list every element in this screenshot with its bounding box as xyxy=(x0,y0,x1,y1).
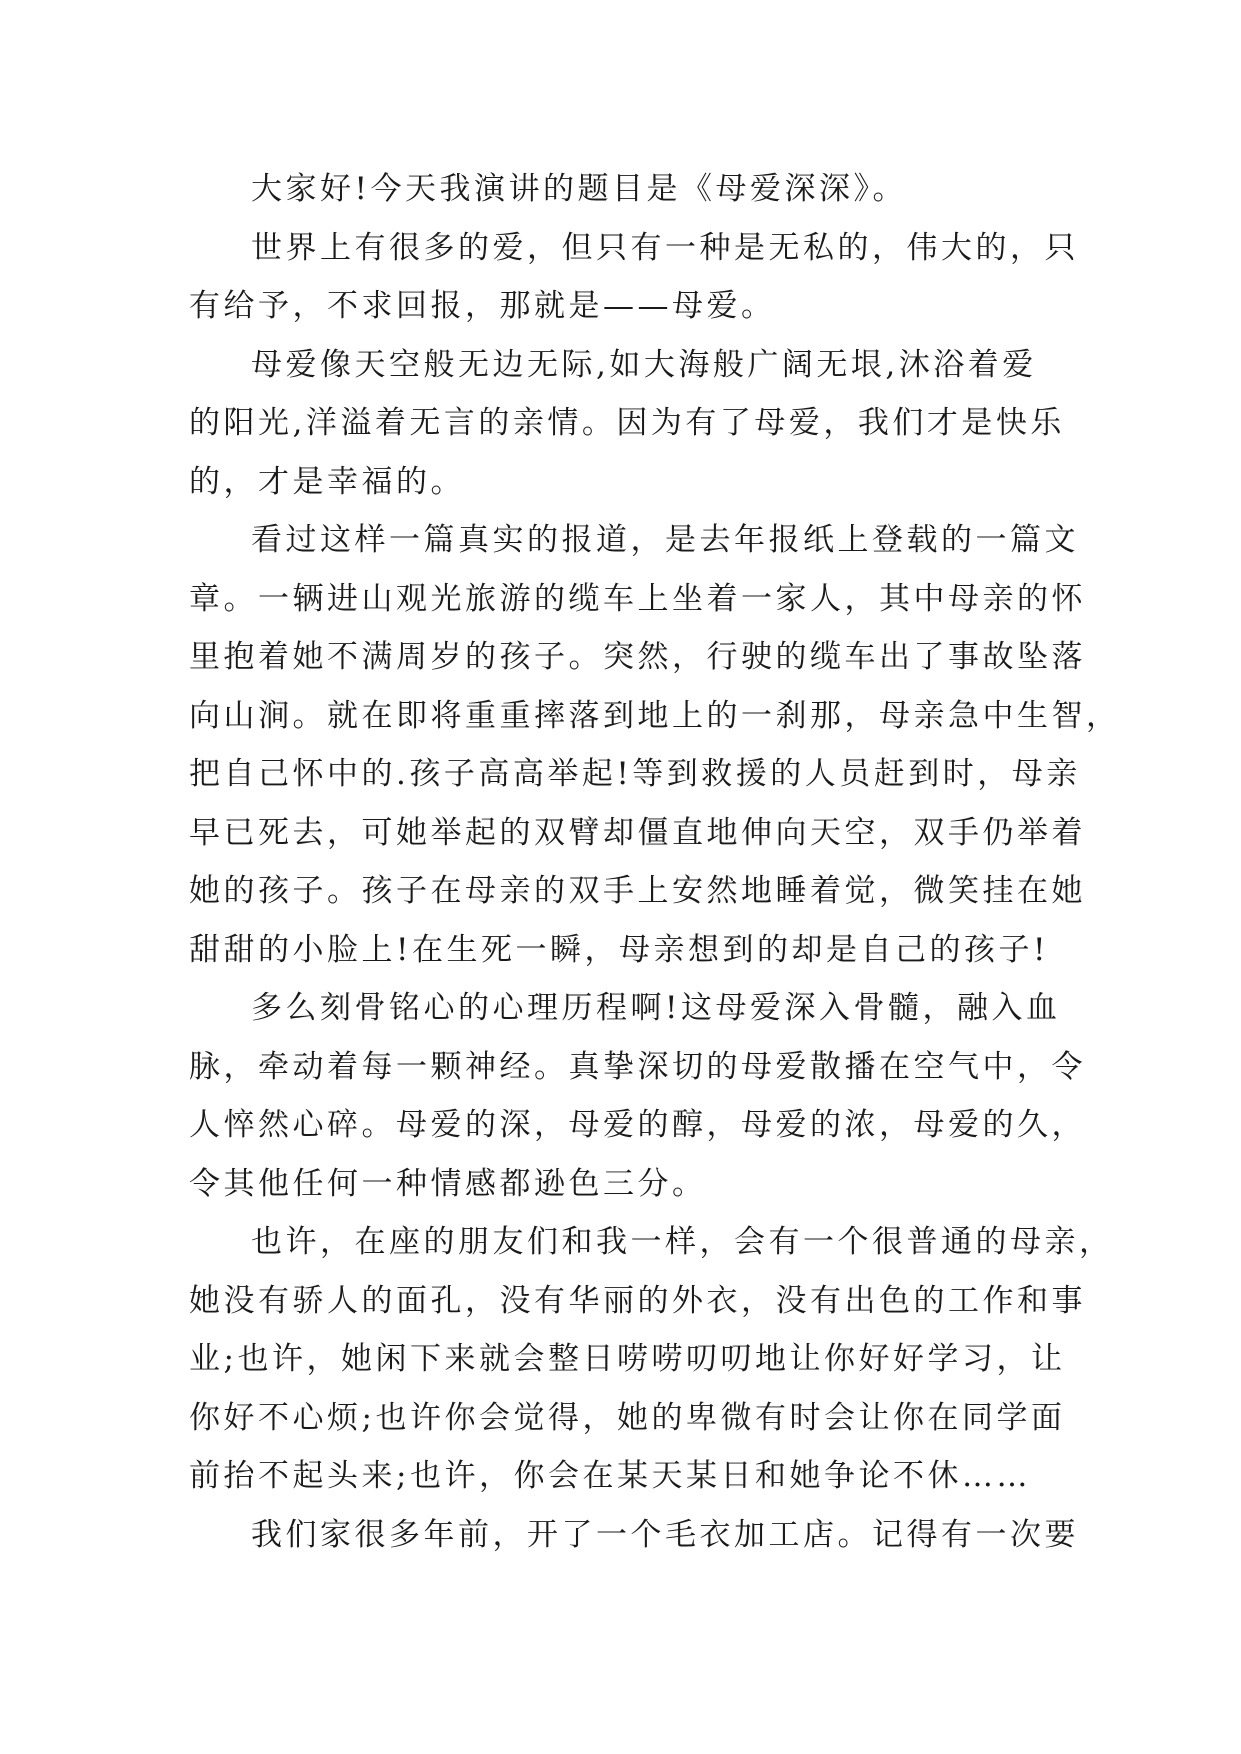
text-line: 的，才是幸福的。 xyxy=(189,463,465,500)
text-line: 里抱着她不满周岁的孩子。突然，行驶的缆车出了事故坠落 xyxy=(189,639,1086,675)
text-line: 世界上有很多的爱，但只有一种是无私的，伟大的，只 xyxy=(251,229,1079,266)
text-line: 你好不心烦;也许你会觉得，她的卑微有时会让你在同学面 xyxy=(189,1399,1066,1436)
text-line: 的阳光,洋溢着无言的亲情。因为有了母爱，我们才是快乐 xyxy=(189,405,1065,441)
text-line: 看过这样一篇真实的报道，是去年报纸上登载的一篇文 xyxy=(251,522,1079,558)
text-line: 把自己怀中的.孩子高高举起!等到救援的人员赶到时，母亲 xyxy=(189,756,1081,792)
text-line: 甜甜的小脸上!在生死一瞬，母亲想到的却是自己的孩子! xyxy=(189,931,1049,968)
text-line: 业;也许，她闲下来就会整日唠唠叨叨地让你好好学习，让 xyxy=(189,1341,1066,1377)
text-line: 脉，牵动着每一颗神经。真挚深切的母爱散播在空气中，令 xyxy=(189,1048,1086,1085)
text-line: 令其他任何一种情感都逊色三分。 xyxy=(189,1165,707,1202)
text-line: 人悴然心碎。母爱的深，母爱的醇，母爱的浓，母爱的久， xyxy=(189,1107,1086,1143)
text-line: 早已死去，可她举起的双臂却僵直地伸向天空，双手仍举着 xyxy=(189,814,1086,851)
text-line: 大家好!今天我演讲的题目是《母爱深深》。 xyxy=(251,171,907,207)
text-line: 也许，在座的朋友们和我一样，会有一个很普通的母亲， xyxy=(251,1224,1114,1260)
text-line: 多么刻骨铭心的心理历程啊!这母爱深入骨髓，融入血 xyxy=(251,990,1061,1026)
text-line: 我们家很多年前，开了一个毛衣加工店。记得有一次要 xyxy=(251,1516,1079,1553)
text-line: 母爱像天空般无边无际,如大海般广阔无垠,沐浴着爱 xyxy=(251,346,1037,383)
text-line: 向山涧。就在即将重重摔落到地上的一刹那，母亲急中生智， xyxy=(189,697,1121,734)
text-line: 她的孩子。孩子在母亲的双手上安然地睡着觉，微笑挂在她 xyxy=(189,873,1086,909)
document-body xyxy=(189,160,1121,1564)
text-line: 章。一辆进山观光旅游的缆车上坐着一家人，其中母亲的怀 xyxy=(189,580,1086,617)
text-line: 前抬不起头来;也许，你会在某天某日和她争论不休…… xyxy=(189,1458,1031,1494)
text-line: 有给予，不求回报，那就是——母爱。 xyxy=(189,288,776,324)
text-line: 她没有骄人的面孔，没有华丽的外衣，没有出色的工作和事 xyxy=(189,1282,1086,1319)
